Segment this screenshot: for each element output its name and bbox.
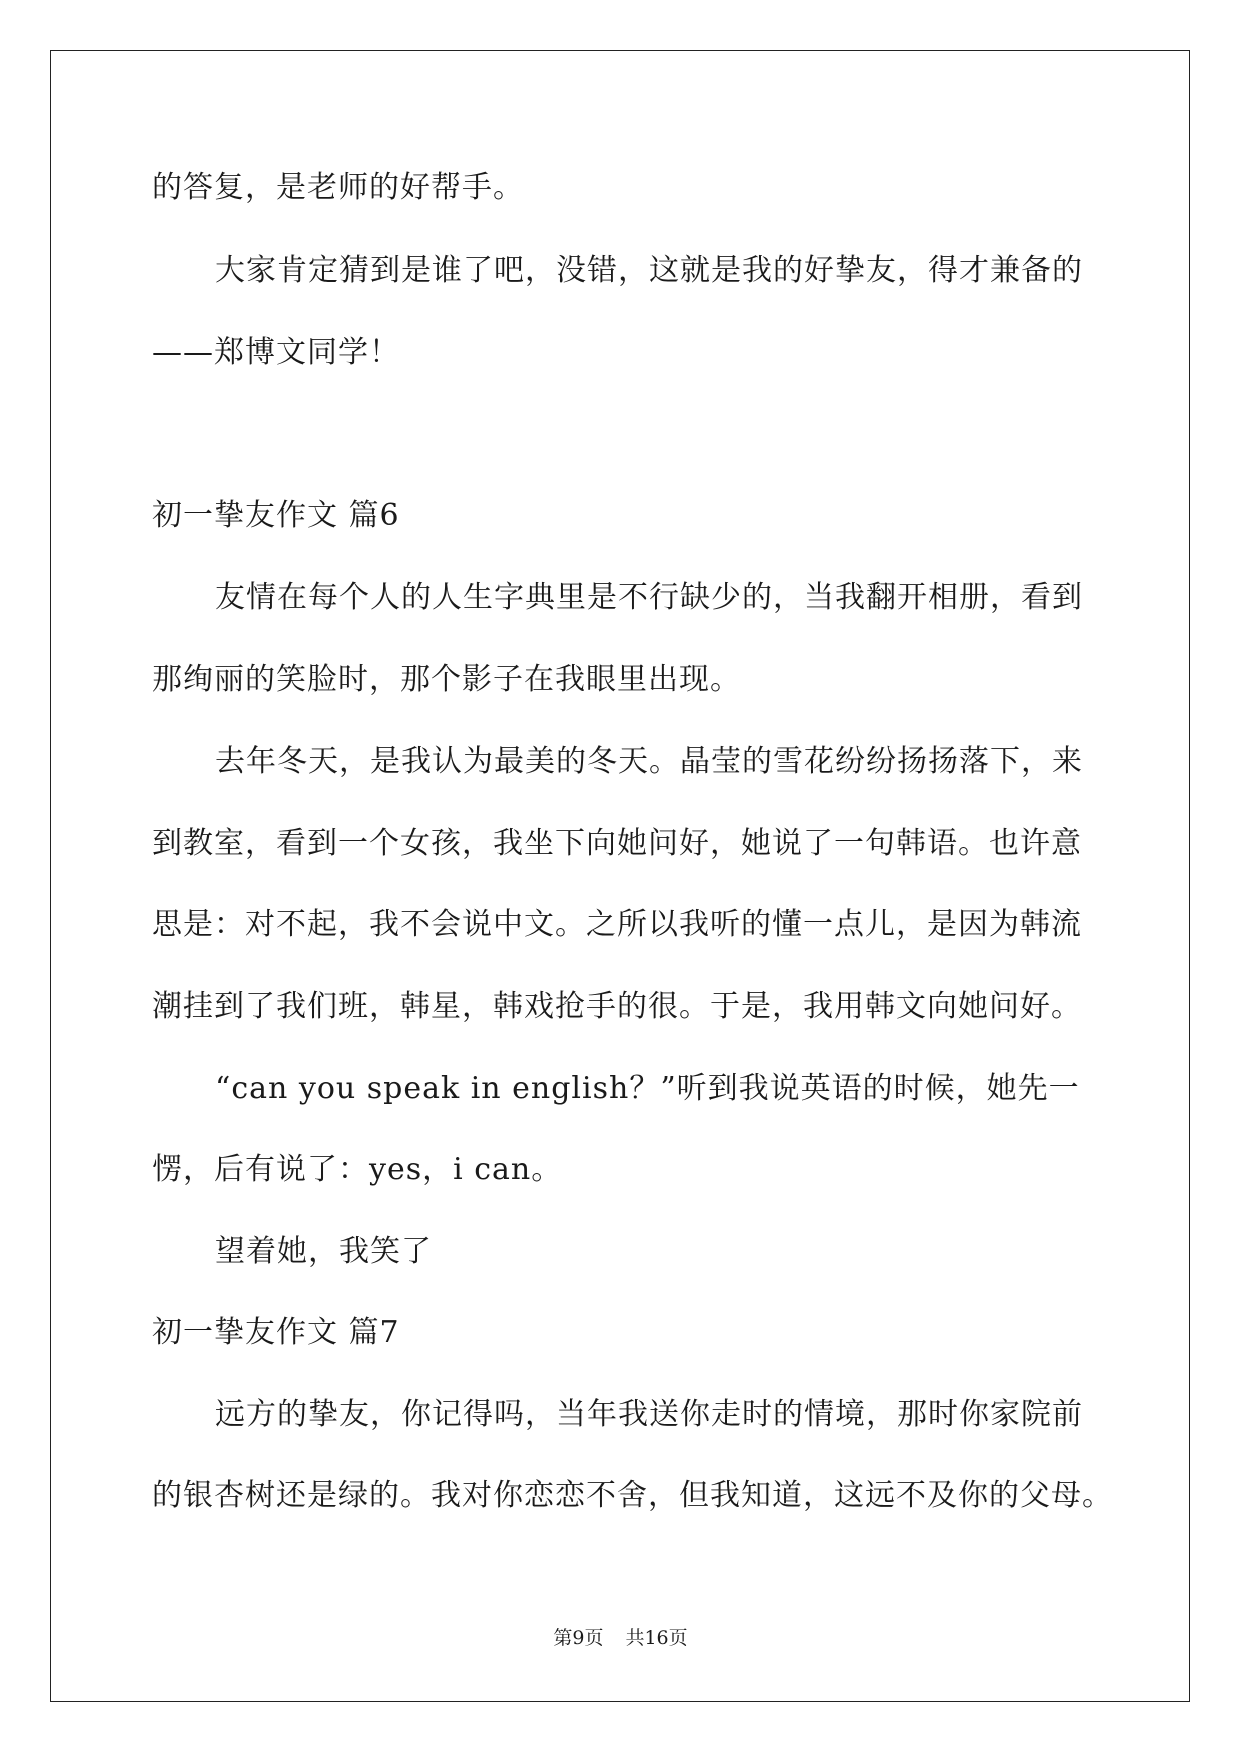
body-text-line: 那绚丽的笑脸时，那个影子在我眼里出现。 xyxy=(152,662,741,697)
body-text-line: 到教室，看到一个女孩，我坐下向她问好，她说了一句韩语。也许意 xyxy=(152,826,1082,861)
paragraph-first-line: 远方的挚友，你记得吗，当年我送你走时的情境，那时你家院前 xyxy=(215,1397,1083,1432)
page-footer xyxy=(0,1626,1241,1650)
body-text-line: 的银杏树还是绿的。我对你恋恋不舍，但我知道，这远不及你的父母。 xyxy=(152,1478,1113,1513)
section-heading: 初一挚友作文 篇6 xyxy=(152,498,400,533)
paragraph-first-line: 友情在每个人的人生字典里是不行缺少的，当我翻开相册，看到 xyxy=(215,580,1083,615)
page-total: 共16页 xyxy=(625,1627,688,1649)
paragraph-first-line: 大家肯定猜到是谁了吧，没错，这就是我的好挚友，得才兼备的 xyxy=(215,253,1083,288)
page-border xyxy=(50,50,1190,1702)
body-text-line: 的答复，是老师的好帮手。 xyxy=(152,170,524,205)
paragraph-first-line: 去年冬天，是我认为最美的冬天。晶莹的雪花纷纷扬扬落下，来 xyxy=(215,744,1083,779)
body-text-line: ——郑博文同学！ xyxy=(152,335,400,370)
body-text-line: 潮挂到了我们班，韩星，韩戏抢手的很。于是，我用韩文向她问好。 xyxy=(152,989,1082,1024)
section-heading: 初一挚友作文 篇7 xyxy=(152,1315,400,1350)
body-text-line: 愣，后有说了：yes，i can。 xyxy=(152,1152,563,1187)
paragraph-first-line: “can you speak in english？”听到我说英语的时候，她先一 xyxy=(215,1071,1080,1106)
paragraph-first-line: 望着她，我笑了 xyxy=(215,1234,432,1269)
body-text-line: 思是：对不起，我不会说中文。之所以我听的懂一点儿，是因为韩流 xyxy=(152,907,1082,942)
page-number: 第9页 xyxy=(553,1627,604,1649)
